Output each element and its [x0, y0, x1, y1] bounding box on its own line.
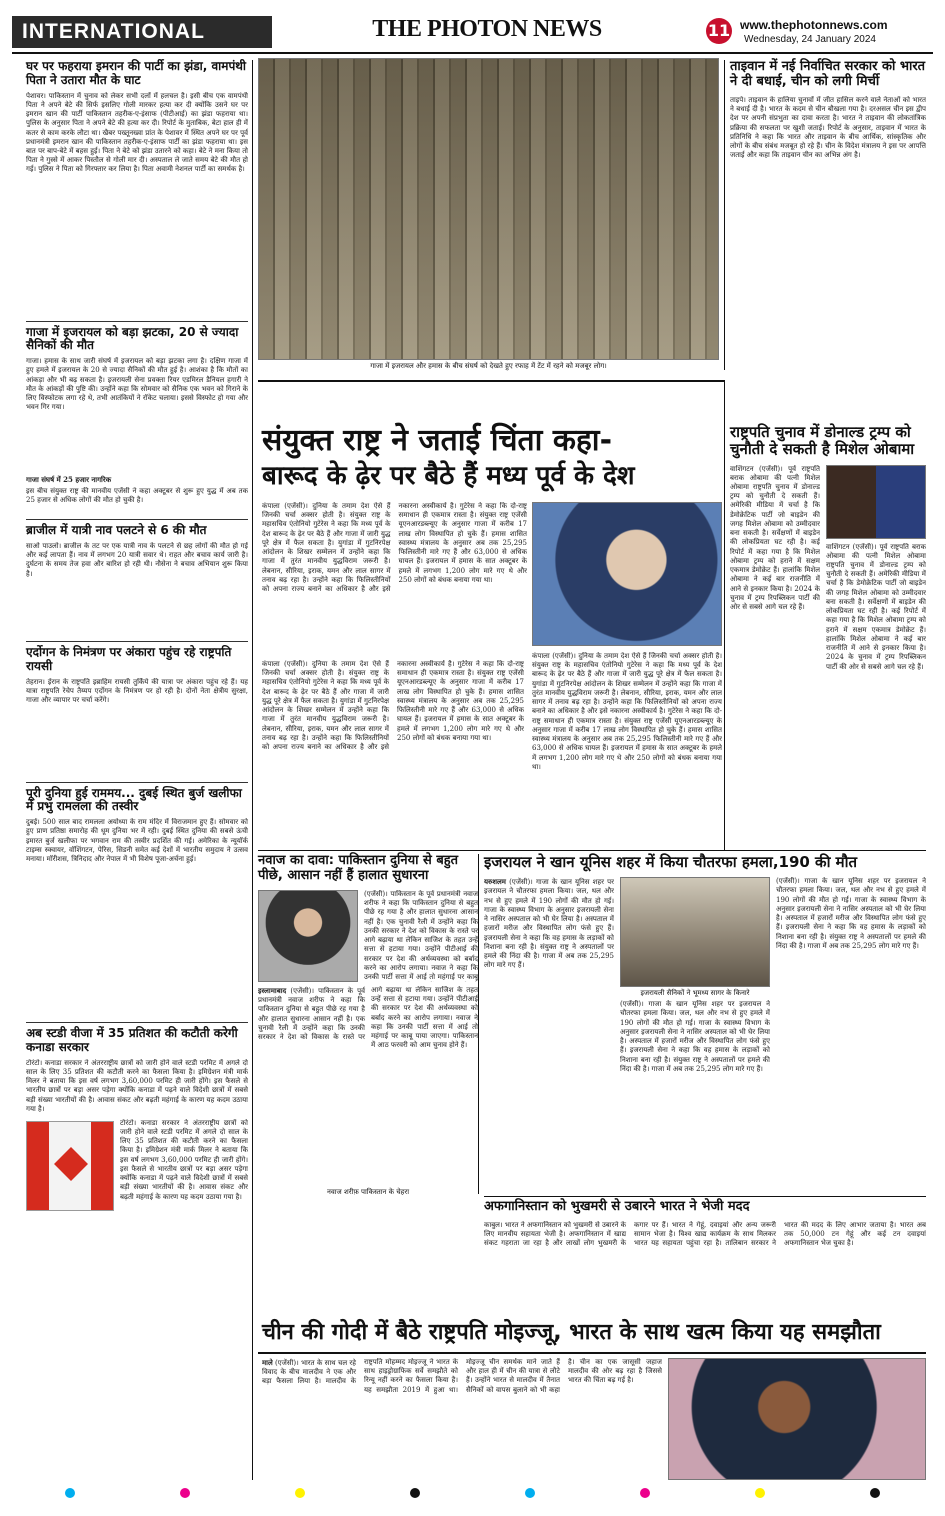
left-column: घर पर फहराया इमरान की पार्टी का झंडा, वामपंथी पिता ने उतारा मौत के घाट पेशावर। पाकिस्तान में चुनाव को लेकर सभी दलों में हलचल है। इसी बीच एक वामपंथी पिता ने अपने बेटे की सिर्फ इसलिए गोली मारकर हत्या कर दी क्योंकि उसने घर पर इमरान खान की पार्टी पाकिस्तान तहरीक-ए-इंसाफ (पीटीआई) का झंडा फहराया था। पुलिस के अनुसार पिता ने अपने बेटे की हत्या कर दी। रिपोर्ट के मुताबिक, बेटा हाल ही में कतर से काम करके लौटा था। खैबर पख्तूनख्वा प्रांत के पेशावर में स्थित अपने घर पर पूर्व प्रधानमंत्री इमरान खान की पाकिस्तान तहरीक-ए-इंसाफ पार्टी का झंडा फहराया था। इस बात पर बाप-बेटे में बहस हुई। पिता ने बेटे को झंडा उतारने को कहा। बेटे ने मना किया तो पिता ने गुस्से में आकर पिस्तौल से गोली मार दी। अस्पताल ले जाते समय बेटे की मौत हो गई। पुलिस ने पिता को गिरफ्तार कर लिया है। पिता अवामी नेशनल पार्टी का समर्थक है। गाजा में इजरायल को बड़ा झटका, 20 से ज्यादा सैनिकों की मौत गाजा। हमास के साथ जारी संघर्ष में इजरायल को बड़ा झटका लगा है। दक्षिण गाजा में हुए हमले में इजरायल के 20 से ज्यादा सैनिकों की मौत हुई है। आशंका है कि मौतों का आंकड़ा और भी बढ़ सकता है। इजरायली सेना प्रवक्ता रियर एडमिरल डैनियल हगारी ने मौत के आंकड़ों की पुष्टि की। उन्होंने कहा कि सोमवार को सैनिक एक भवन को गिराने के लिए विस्फोटक लगा रहे थे, तभी आतंकियों ने रॉकेट चलाया। इससे विस्फोट हो गया और भवन गिर गया। गाजा संघर्ष में 25 हजार नागरिक इस बीच संयुक्त राष्ट्र की मानवीय एजेंसी ने कहा अक्टूबर से शुरू हुए युद्ध में अब तक 25 हजार से अधिक लोगों की मौत हो चुकी है। ब्राजील में यात्री नाव पलटने से 6 की मौत साओ पाउलो। ब्राजील के तट पर एक यात्री नाव के पलटने से छह लोगों की मौत हो गई और कई लापता हैं। नाव में लगभग 20 यात्री सवार थे। राहत और बचाव कार्य जारी है। दुर्घटना के समय तेज हवा और बारिश हो रही थी। नौसेना ने बचाव अभियान शुरू किया है। एर्दोगन के निमंत्रण पर अंकारा पहुंच रहे राष्ट्रपति रायसी तेहरान। ईरान के राष्ट्रपति इब्राहिम रायसी तुर्किये की यात्रा पर अंकारा पहुंच रहे हैं। यह यात्रा राष्ट्रपति रेचेप तैय्यप एर्दोगन के निमंत्रण पर हो रही है। दोनों नेता क्षेत्रीय सुरक्षा, गाजा और व्यापार पर चर्चा करेंगे। पूरी दुनिया हुई राममय... दुबई स्थित बुर्ज खलीफा में प्रभु रामलला की तस्वीर दुबई। 500 साल बाद रामलला अयोध्या के राम मंदिर में विराजमान हुए हैं। सोमवार को हुए प्राण प्रतिष्ठा समारोह की धूम दुनिया भर में रही। दुबई स्थित दुनिया की सबसे ऊंची इमारत बुर्ज खलीफा पर भगवान राम की तस्वीर प्रदर्शित की गई। अमेरिका के न्यूयॉर्क टाइम्स स्क्वायर, वॉशिंगटन, पेरिस, सिडनी समेत कई देशों में भारतीय समुदाय ने उत्सव मनाया। मॉरीशस, त्रिनिदाद और नेपाल में भी विशेष पूजा-अर्चना हुई। अब स्टडी वीजा में 35 प्रतिशत की कटौती करेगी कनाडा सरकार टोरंटो। कनाडा सरकार ने अंतरराष्ट्रीय छात्रों को जारी होने वाले स्टडी परमिट में अगले दो साल के लिए 35 प्रतिशत की कटौती करने का फैसला किया है। इमिग्रेशन मंत्री मार्क मिलर ने बताया कि इस वर्ष लगभग 3,60,000 परमिट ही जारी होंगे। इस फैसले से भारतीय छात्रों पर बड़ा असर पड़ेगा क्योंकि कनाडा में पढ़ने वाले विदेशी छात्रों में सबसे बड़ी संख्या भारतीयों की है। आवास संकट और बढ़ती महंगाई के कारण यह कदम उठाया गया है। टोरंटो। कनाडा सरकार ने अंतरराष्ट्रीय छात्रों को जारी होने वाले स्टडी परमिट में अगले दो साल के लिए 35 प्रतिशत की कटौती करने का फैसला किया है। इमिग्रेशन मंत्री मार्क मिलर ने बताया कि इस वर्ष लगभग 3,60,000 परमिट ही जारी होंगे। इस फैसले से भारतीय छात्रों पर बड़ा असर पड़ेगा क्योंकि कनाडा में पढ़ने वाले विदेशी छात्रों में सबसे बड़ी संख्या भारतीयों की है। आवास संकट और बढ़ती महंगाई के कारण यह कदम उठाया गया है। — [26, 60, 248, 1480]
story-un-lower: कंपाला (एजेंसी)। दुनिया के तमाम देश ऐसे हैं जिनकी चर्चा अक्सर होती है। संयुक्त राष्ट्र के महासचिव एंतोनियो गुटेरेस ने कहा कि मध्य पूर्व के देश बारूद के ढ़ेर पर बैठे हैं और गाजा में जारी युद्ध पूरे क्षेत्र में फैल सकता है। युगांडा में गुटनिरपेक्ष आंदोलन के शिखर सम्मेलन में उन्होंने कहा कि गाजा में तुरंत मानवीय युद्धविराम जरूरी है। लेबनान, सीरिया, इराक, यमन और लाल सागर में तनाव बढ़ रहा है। उन्होंने कहा कि फिलिस्तीनियों को अपना राज्य बनाने का अधिकार है और इसे नकारना अस्वीकार्य है। गुटेरेस ने कहा कि दो-राष्ट्र समाधान ही एकमात्र रास्ता है। संयुक्त राष्ट्र एजेंसी यूएनआरडब्ल्यूए के अनुसार गाजा में करीब 17 लाख लोग विस्थापित हो चुके हैं। हमास शासित स्वास्थ्य मंत्रालय के अनुसार अब तक 25,295 फिलिस्तीनी मारे गए हैं और 63,000 से अधिक घायल हैं। इजरायल में हमास के सात अक्टूबर के हमले में लगभग 1,200 लोग मारे गए थे और 250 लोगों को बंधक बनाया गया था। — [262, 660, 524, 752]
khan-dateline: यरुशलम — [484, 877, 506, 887]
section-title: INTERNATIONAL — [22, 20, 205, 43]
obama-story: राष्ट्रपति चुनाव में डोनाल्ड ट्रम्प को चुनौती दे सकती है मिशेल ओबामा वाशिंगटन (एजेंसी)। पूर्व राष्ट्रपति बराक ओबामा की पत्नी मिशेल ओबामा राष्ट्रपति चुनाव में डोनाल्ड ट्रम्प को चुनौती दे सकती हैं। अमेरिकी मीडिया में चर्चा है कि डेमोक्रेटिक पार्टी जो बाइडेन की जगह मिशेल ओबामा को उम्मीदवार बना सकती है। सर्वेक्षणों में बाइडेन की लोकप्रियता घट रही है। कई रिपोर्ट में कहा गया है कि मिशेल ओबामा ट्रम्प को हराने में सक्षम एकमात्र डेमोक्रेट हैं। हालांकि मिशेल ओबामा ने कई बार राजनीति में आने से इनकार किया है। 2024 के चुनाव में ट्रम्प रिपब्लिकन पार्टी की ओर से सबसे आगे चल रहे हैं। वाशिंगटन (एजेंसी)। पूर्व राष्ट्रपति बराक ओबामा की पत्नी मिशेल ओबामा राष्ट्रपति चुनाव में डोनाल्ड ट्रम्प को चुनौती दे सकती हैं। अमेरिकी मीडिया में चर्चा है कि डेमोक्रेटिक पार्टी जो बाइडेन की जगह मिशेल ओबामा को उम्मीदवार बना सकती है। सर्वेक्षणों में बाइडेन की लोकप्रियता घट रही है। कई रिपोर्ट में कहा गया है कि मिशेल ओबामा ट्रम्प को हराने में सक्षम एकमात्र डेमोक्रेट हैं। हालांकि मिशेल ओबामा ने कई बार राजनीति में आने से इनकार किया है। 2024 के चुनाव में ट्रम्प रिपब्लिकन पार्टी की ओर से सबसे आगे चल रहे हैं। — [730, 424, 926, 854]
story-un: कंपाला (एजेंसी)। दुनिया के तमाम देश ऐसे हैं जिनकी चर्चा अक्सर होती है। संयुक्त राष्ट्र के महासचिव एंतोनियो गुटेरेस ने कहा कि मध्य पूर्व के देश बारूद के ढ़ेर पर बैठे हैं और गाजा में जारी युद्ध पूरे क्षेत्र में फैल सकता है। युगांडा में गुटनिरपेक्ष आंदोलन के शिखर सम्मेलन में उन्होंने कहा कि गाजा में तुरंत मानवीय युद्धविराम जरूरी है। लेबनान, सीरिया, इराक, यमन और लाल सागर में तनाव बढ़ रहा है। उन्होंने कहा कि फिलिस्तीनियों को अपना राज्य बनाने का अधिकार है और इसे नकारना अस्वीकार्य है। गुटेरेस ने कहा कि दो-राष्ट्र समाधान ही एकमात्र रास्ता है। संयुक्त राष्ट्र एजेंसी यूएनआरडब्ल्यूए के अनुसार गाजा में करीब 17 लाख लोग विस्थापित हो चुके हैं। हमास शासित स्वास्थ्य मंत्रालय के अनुसार अब तक 25,295 फिलिस्तीनी मारे गए हैं और 63,000 से अधिक घायल हैं। इजरायल में हमास के सात अक्टूबर के हमले में लगभग 1,200 लोग मारे गए थे और 250 लोगों को बंधक बनाया गया था। — [262, 502, 527, 594]
nawaz-caption: नवाज शरीफ़ पाकिस्तान के चेहरा — [326, 1187, 410, 1196]
issue-date: Wednesday, 24 January 2024 — [744, 34, 876, 45]
headline-gaza-soldiers: गाजा में इजरायल को बड़ा झटका, 20 से ज्यादा सैनिकों की मौत — [26, 324, 239, 353]
section-banner — [12, 16, 272, 48]
headline-pti-flag: घर पर फहराया इमरान की पार्टी का झंडा, वामपंथी पिता ने उतारा मौत के घाट — [26, 59, 247, 87]
page-number-badge: 11 — [706, 18, 732, 44]
paper-logo: THE PHOTON NEWS — [372, 16, 602, 42]
khan-yunis-photo — [620, 877, 770, 987]
story-raisi: तेहरान। ईरान के राष्ट्रपति इब्राहिम रायसी तुर्किये की यात्रा पर अंकारा पहुंच रहे हैं। यह यात्रा राष्ट्रपति रेचेप तैय्यप एर्दोगन के निमंत्रण पर हो रही है। दोनों नेता क्षेत्रीय सुरक्षा, गाजा और व्यापार पर चर्चा करेंगे। — [26, 677, 248, 705]
muizzu-photo — [668, 1358, 926, 1480]
gaza-subhead: गाजा संघर्ष में 25 हजार नागरिक — [26, 475, 112, 485]
story-brazil-boat: साओ पाउलो। ब्राजील के तट पर एक यात्री नाव के पलटने से छह लोगों की मौत हो गई और कई लापता हैं। नाव में लगभग 20 यात्री सवार थे। राहत और बचाव कार्य जारी है। दुर्घटना के समय तेज हवा और बारिश हो रही थी। नौसेना ने बचाव अभियान शुरू किया है। — [26, 541, 248, 578]
story-canada-visa: टोरंटो। कनाडा सरकार ने अंतरराष्ट्रीय छात्रों को जारी होने वाले स्टडी परमिट में अगले दो साल के लिए 35 प्रतिशत की कटौती करने का फैसला किया है। इमिग्रेशन मंत्री मार्क मिलर ने बताया कि इस वर्ष लगभग 3,60,000 परमिट ही जारी होंगे। इस फैसले से भारतीय छात्रों पर बड़ा असर पड़ेगा क्योंकि कनाडा में पढ़ने वाले विदेशी छात्रों में सबसे बड़ी संख्या भारतीयों की है। आवास संकट और बढ़ती महंगाई के कारण यह कदम उठाया गया है। — [26, 1058, 248, 1113]
story-pti-flag: पेशावर। पाकिस्तान में चुनाव को लेकर सभी दलों में हलचल है। इसी बीच एक वामपंथी पिता ने अपने बेटे की सिर्फ इसलिए गोली मारकर हत्या कर दी क्योंकि उसने घर पर इमरान खान की पार्टी पाकिस्तान तहरीक-ए-इंसाफ (पीटीआई) का झंडा फहराया था। पुलिस के अनुसार पिता ने अपने बेटे की हत्या कर दी। रिपोर्ट के मुताबिक, बेटा हाल ही में कतर से काम करके लौटा था। खैबर पख्तूनख्वा प्रांत के पेशावर में स्थित अपने घर पर पूर्व प्रधानमंत्री इमरान खान की पाकिस्तान तहरीक-ए-इंसाफ पार्टी का झंडा फहराया था। इस बात पर बाप-बेटे में बहस हुई। पिता ने बेटे को झंडा उतारने को कहा। बेटे ने मना किया तो पिता ने गुस्से में आकर पिस्तौल से गोली मार दी। अस्पताल ले जाते समय बेटे की मौत हो गई। पुलिस ने पिता को गिरफ्तार कर लिया है। पिता अवामी नेशनल पार्टी का समर्थक है। — [26, 91, 248, 174]
headline-brazil-boat: ब्राजील में यात्री नाव पलटने से 6 की मौत — [26, 523, 207, 538]
website[interactable]: www.thephotonnews.com — [740, 18, 888, 32]
canada-visa-photo — [26, 1121, 114, 1211]
headline-obama: राष्ट्रपति चुनाव में डोनाल्ड ट्रम्प को चुनौती दे सकती है मिशेल ओबामा — [730, 423, 915, 459]
gaza-tents-photo — [258, 58, 719, 360]
story-un-cont: कंपाला (एजेंसी)। दुनिया के तमाम देश ऐसे हैं जिनकी चर्चा अक्सर होती है। संयुक्त राष्ट्र के महासचिव एंतोनियो गुटेरेस ने कहा कि मध्य पूर्व के देश बारूद के ढ़ेर पर बैठे हैं और गाजा में जारी युद्ध पूरे क्षेत्र में फैल सकता है। युगांडा में गुटनिरपेक्ष आंदोलन के शिखर सम्मेलन में उन्होंने कहा कि गाजा में तुरंत मानवीय युद्धविराम जरूरी है। लेबनान, सीरिया, इराक, यमन और लाल सागर में तनाव बढ़ रहा है। उन्होंने कहा कि फिलिस्तीनियों को अपना राज्य बनाने का अधिकार है और इसे नकारना अस्वीकार्य है। गुटेरेस ने कहा कि दो-राष्ट्र समाधान ही एकमात्र रास्ता है। संयुक्त राष्ट्र एजेंसी यूएनआरडब्ल्यूए के अनुसार गाजा में करीब 17 लाख लोग विस्थापित हो चुके हैं। हमास शासित स्वास्थ्य मंत्रालय के अनुसार अब तक 25,295 फिलिस्तीनी मारे गए हैं और 63,000 से अधिक घायल हैं। इजरायल में हमास के सात अक्टूबर के हमले में लगभग 1,200 लोग मारे गए थे और 250 लोगों को बंधक बनाया गया था। — [532, 652, 722, 771]
story-burj-khalifa: दुबई। 500 साल बाद रामलला अयोध्या के राम मंदिर में विराजमान हुए हैं। सोमवार को हुए प्राण प्रतिष्ठा समारोह की धूम दुनिया भर में रही। दुबई स्थित दुनिया की सबसे ऊंची इमारत बुर्ज खलीफा पर भगवान राम की तस्वीर प्रदर्शित की गई। अमेरिका के न्यूयॉर्क टाइम्स स्क्वायर, वॉशिंगटन, पेरिस, सिडनी समेत कई देशों में भारतीय समुदाय ने उत्सव मनाया। मॉरीशस, त्रिनिदाद और नेपाल में भी विशेष पूजा-अर्चना हुई। — [26, 818, 248, 864]
maldives-dateline: माले — [262, 1358, 273, 1367]
headline-taiwan: ताइवान में नई निर्वाचित सरकार को भारत ने दी बधाई, चीन को लगी मिर्ची — [730, 59, 926, 89]
headline-khan-yunis: इजरायल ने खान यूनिस शहर में किया चौतरफा हमला,190 की मौत — [484, 853, 858, 871]
color-registration-bar — [12, 1488, 933, 1498]
nawaz-photo — [258, 890, 358, 982]
headline-canada-visa: अब स्टडी वीजा में 35 प्रतिशत की कटौती करेगी कनाडा सरकार — [26, 1026, 238, 1054]
khan-yunis-story: इजरायल ने खान यूनिस शहर में किया चौतरफा हमला,190 की मौत यरुशलम (एजेंसी)। गाजा के खान यूनिस शहर पर इजरायल ने चौतरफा हमला किया। जल, थल और नभ से हुए हमले में 190 लोगों की मौत हो गई। गाजा के स्वास्थ्य विभाग के अनुसार इजरायली सेना ने नासिर अस्पताल को भी घेर लिया है। अस्पताल में हजारों मरीज और विस्थापित लोग फंसे हुए हैं। इजरायली सेना ने कहा कि वह हमास के लड़ाकों को निशाना बना रही है। संयुक्त राष्ट्र ने अस्पतालों पर हमले की निंदा की है। गाजा में अब तक 25,295 लोग मारे गए हैं। इजरायली सैनिकों ने भूमध्य सागर के किनारे (एजेंसी)। गाजा के खान यूनिस शहर पर इजरायल ने चौतरफा हमला किया। जल, थल और नभ से हुए हमले में 190 लोगों की मौत हो गई। गाजा के स्वास्थ्य विभाग के अनुसार इजरायली सेना ने नासिर अस्पताल को भी घेर लिया है। अस्पताल में हजारों मरीज और विस्थापित लोग फंसे हुए हैं। इजरायली सेना ने कहा कि वह हमास के लड़ाकों को निशाना बना रही है। संयुक्त राष्ट्र ने अस्पतालों पर हमले की निंदा की है। गाजा में अब तक 25,295 लोग मारे गए हैं। (एजेंसी)। गाजा के खान यूनिस शहर पर इजरायल ने चौतरफा हमला किया। जल, थल और नभ से हुए हमले में 190 लोगों की मौत हो गई। गाजा के स्वास्थ्य विभाग के अनुसार इजरायली सेना ने नासिर अस्पताल को भी घेर लिया है। अस्पताल में हजारों मरीज और विस्थापित लोग फंसे हुए हैं। इजरायली सेना ने कहा कि वह हमास के लड़ाकों को निशाना बना रही है। संयुक्त राष्ट्र ने अस्पतालों पर हमले की निंदा की है। गाजा में अब तक 25,295 लोग मारे गए हैं। — [484, 853, 926, 1073]
main-headline-line2: बारूद के ढ़ेर पर बैठे हैं मध्य पूर्व के देश — [262, 461, 635, 491]
masthead-rule — [12, 52, 933, 54]
nawaz-dateline: इस्लामाबाद — [258, 985, 287, 995]
maple-leaf-icon — [54, 1147, 88, 1181]
headline-nawaz: नवाज का दावा: पाकिस्तान दुनिया से बहुत पीछे, आसान नहीं हैं हालात सुधारना — [258, 853, 459, 883]
guterres-photo — [532, 502, 722, 646]
story-gaza-deaths: इस बीच संयुक्त राष्ट्र की मानवीय एजेंसी ने कहा अक्टूबर से शुरू हुए युद्ध में अब तक 25 हजार से अधिक लोगों की मौत हो चुकी है। — [26, 487, 248, 505]
khan-caption: इजरायली सैनिकों ने भूमध्य सागर के किनारे — [640, 989, 750, 998]
headline-afghanistan: अफगानिस्तान को भुखमरी से उबारने भारत ने भेजी मदद — [484, 1199, 750, 1214]
obama-trump-photo — [826, 465, 926, 539]
story-afghanistan: काबुल। भारत ने अफगानिस्तान को भुखमरी से उबारने के लिए मानवीय सहायता भेजी है। अफगानिस्तान में खाद्य संकट गहराता जा रहा है और लाखों लोग भुखमरी के कगार पर हैं। भारत ने गेहूं, दवाइयां और अन्य जरूरी सामान भेजा है। विश्व खाद्य कार्यक्रम के साथ मिलकर भारत यह सहायता पहुंचा रहा है। तालिबान सरकार ने भारत की मदद के लिए आभार जताया है। भारत अब तक 50,000 टन गेहूं और कई टन दवाइयां अफगानिस्तान भेज चुका है। — [484, 1220, 926, 1248]
main-headline-line1: संयुक्त राष्ट्र ने जताई चिंता कहा- — [262, 423, 613, 458]
headline-raisi: एर्दोगन के निमंत्रण पर अंकारा पहुंच रहे राष्ट्रपति रायसी — [26, 644, 232, 673]
story-taiwan: ताइपे। ताइवान के हालिया चुनावों में जीत हासिल करने वाले नेताओं को भारत ने बधाई दी है। भारत के कदम से चीन बौखला गया है। दरअसल चीन इस द्वीप देश पर अपनी संप्रभुता का दावा करता है। भारत ने ताइवान की लोकतांत्रिक प्रक्रिया की सफलता पर खुशी जताई। रिपोर्ट के अनुसार, ताइवान में भारत के प्रतिनिधि ने कहा कि भारत और ताइवान के बीच आर्थिक, सांस्कृतिक और लोगों के बीच संबंध मजबूत हो रहे हैं। चीन के विदेश मंत्रालय ने इस पर आपत्ति जताई और कहा कि ताइवान चीन का अभिन्न अंग है। — [730, 95, 926, 160]
maldives-story: माले (एजेंसी)। भारत के साथ चल रहे विवाद के बीच मालदीव ने एक और बड़ा फैसला लिया है। मालदीव के राष्ट्रपति मोहम्मद मोइज्जू ने भारत के साथ हाइड्रोग्राफिक सर्वे समझौते को रिन्यू नहीं करने का फैसला किया है। यह समझौता 2019 में हुआ था। मोइज्जू चीन समर्थक माने जाते हैं और हाल ही में चीन की यात्रा से लौटे हैं। उन्होंने भारत से मालदीव में तैनात सैनिकों को वापस बुलाने को भी कहा है। चीन का एक जासूसी जहाज मालदीव की ओर बढ़ रहा है जिससे भारत की चिंता बढ़ गई है। — [262, 1358, 662, 1394]
nawaz-story: नवाज का दावा: पाकिस्तान दुनिया से बहुत पीछे, आसान नहीं हैं हालात सुधारना (एजेंसी)। पाकिस्तान के पूर्व प्रधानमंत्री नवाज शरीफ ने कहा कि पाकिस्तान दुनिया से बहुत पीछे रह गया है और हालात सुधारना आसान नहीं है। एक चुनावी रैली में उन्होंने कहा कि उनकी सरकार ने देश को विकास के रास्ते पर आगे बढ़ाया था लेकिन साजिश के तहत उन्हें सत्ता से हटाया गया। उन्होंने पीटीआई की सरकार पर देश की अर्थव्यवस्था को बर्बाद करने का आरोप लगाया। नवाज ने कहा कि उनकी पार्टी सत्ता में आई तो महंगाई पर काबू इस्लामाबाद (एजेंसी)। पाकिस्तान के पूर्व प्रधानमंत्री नवाज शरीफ ने कहा कि पाकिस्तान दुनिया से बहुत पीछे रह गया है और हालात सुधारना आसान नहीं है। एक चुनावी रैली में उन्होंने कहा कि उनकी सरकार ने देश को विकास के रास्ते पर आगे बढ़ाया था लेकिन साजिश के तहत उन्हें सत्ता से हटाया गया। उन्होंने पीटीआई की सरकार पर देश की अर्थव्यवस्था को बर्बाद करने का आरोप लगाया। नवाज ने कहा कि उनकी पार्टी सत्ता में आई तो महंगाई पर काबू पाया जाएगा। पाकिस्तान में आठ फरवरी को आम चुनाव होने हैं। नवाज शरीफ़ पाकिस्तान के चेहरा — [258, 853, 478, 1196]
taiwan-story — [730, 60, 926, 370]
story-gaza-soldiers: गाजा। हमास के साथ जारी संघर्ष में इजरायल को बड़ा झटका लगा है। दक्षिण गाजा में हुए हमले में इजरायल के 20 से ज्यादा सैनिकों की मौत हुई है। आशंका है कि मौतों का आंकड़ा और भी बढ़ सकता है। इजरायली सेना प्रवक्ता रियर एडमिरल डैनियल हगारी ने मौत के आंकड़ों की पुष्टि की। उन्होंने कहा कि सोमवार को सैनिक एक भवन को गिराने के लिए विस्फोटक लगा रहे थे, तभी आतंकियों ने रॉकेट चलाया। इससे विस्फोट हो गया और भवन गिर गया। — [26, 357, 248, 412]
headline-maldives: चीन की गोदी में बैठे राष्ट्रपति मोइज्जू, भारत के साथ खत्म किया यह समझौता — [262, 1320, 881, 1345]
headline-burj-khalifa: पूरी दुनिया हुई राममय... दुबई स्थित बुर्ज खलीफा में प्रभु रामलला की तस्वीर — [26, 785, 242, 814]
gaza-photo-caption: गाजा में इजरायल और हमास के बीच संघर्ष को देखते हुए रफाह में टेंट में रहने को मजबूर लोग। — [370, 362, 607, 370]
story-obama: वाशिंगटन (एजेंसी)। पूर्व राष्ट्रपति बराक ओबामा की पत्नी मिशेल ओबामा राष्ट्रपति चुनाव में डोनाल्ड ट्रम्प को चुनौती दे सकती हैं। अमेरिकी मीडिया में चर्चा है कि डेमोक्रेटिक पार्टी जो बाइडेन की जगह मिशेल ओबामा को उम्मीदवार बना सकती है। सर्वेक्षणों में बाइडेन की लोकप्रियता घट रही है। कई रिपोर्ट में कहा गया है कि मिशेल ओबामा ट्रम्प को हराने में सक्षम एकमात्र डेमोक्रेट हैं। हालांकि मिशेल ओबामा ने कई बार राजनीति में आने से इनकार किया है। 2024 के चुनाव में ट्रम्प रिपब्लिकन पार्टी की ओर से सबसे आगे चल रहे हैं। — [730, 464, 820, 612]
